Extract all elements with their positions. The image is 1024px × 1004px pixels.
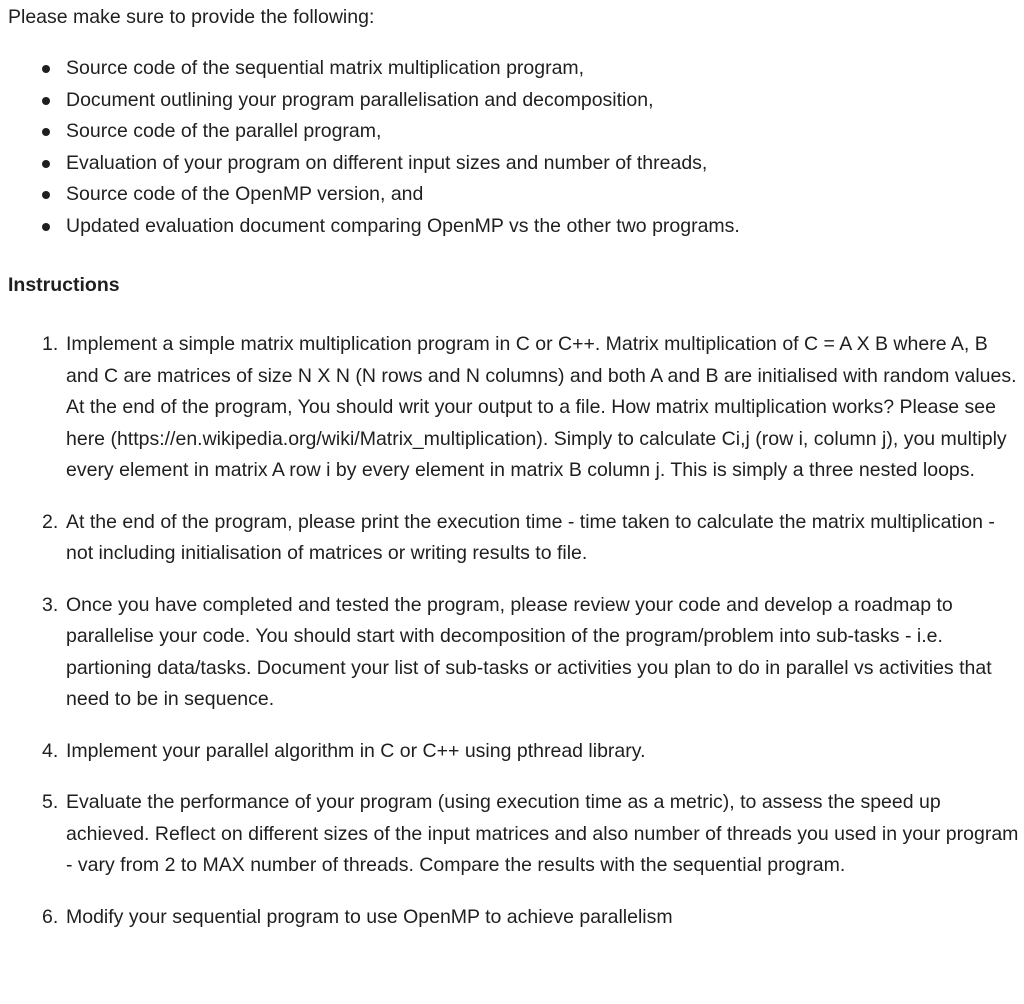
requirement-item bbox=[0, 53, 740, 85]
step-text: Implement a simple matrix multiplication program in C or C++. Matrix multiplication of C = A X B where A, B and C are matrices of size N X N (N rows and N columns) and both A and B are initialised with random values. At the end of the program, You should writ your output to a file. How matrix multiplication works? Please see here (https://en.wikipedia.org/wiki/Matrix_multiplication). Simply to calculate Ci,j (row i, column j), you multiply every element in matrix A row i by every element in matrix B column j. This is simply a three nested loops. bbox=[66, 333, 1017, 481]
instruction-step bbox=[0, 590, 1020, 716]
instructions-list bbox=[0, 329, 1020, 953]
instruction-step bbox=[0, 736, 1020, 768]
requirement-item bbox=[0, 148, 740, 180]
bullet-icon bbox=[42, 191, 50, 199]
requirement-item bbox=[0, 211, 740, 243]
requirement-text: Source code of the OpenMP version, and bbox=[66, 183, 424, 205]
step-text: At the end of the program, please print the execution time - time taken to calculate the matrix multiplication - not including initialisation of matrices or writing results to file. bbox=[66, 510, 995, 564]
requirements-list bbox=[0, 53, 740, 242]
step-text: Modify your sequential program to use OpenMP to achieve parallelism bbox=[66, 905, 673, 928]
step-number: 4. bbox=[42, 739, 59, 762]
requirement-text: Evaluation of your program on different input sizes and number of threads, bbox=[66, 151, 708, 174]
instruction-step bbox=[0, 329, 1020, 487]
step-number: 5. bbox=[42, 791, 59, 813]
requirement-item bbox=[0, 179, 740, 211]
instruction-step bbox=[0, 507, 1020, 570]
instruction-step bbox=[0, 902, 1020, 934]
bullet-icon bbox=[42, 128, 50, 136]
step-number: 3. bbox=[42, 593, 59, 616]
requirement-item bbox=[0, 116, 740, 148]
bullet-icon bbox=[42, 97, 50, 105]
step-text: Once you have completed and tested the program, please review your code and develop a roadmap to parallelise your code. You should start with decomposition of the program/problem into sub-tasks - i.e. partioning data/tasks. Document your list of sub-tasks or activities you plan to do in parallel vs activities that need to be in sequence. bbox=[66, 593, 992, 710]
requirement-text: Updated evaluation document comparing OpenMP vs the other two programs. bbox=[66, 214, 740, 237]
requirement-text: Source code of the sequential matrix multiplication program, bbox=[66, 57, 585, 79]
step-text: Implement your parallel algorithm in C or C++ using pthread library. bbox=[66, 739, 646, 762]
intro-text: Please make sure to provide the following: bbox=[8, 6, 375, 28]
bullet-icon bbox=[42, 160, 50, 168]
instructions-heading: Instructions bbox=[8, 274, 120, 296]
requirement-item bbox=[0, 85, 740, 117]
step-text: Evaluate the performance of your program (using execution time as a metric), to assess the speed up achieved. Reflect on different sizes of the input matrices and also number of threads you used in your program - vary from 2 to MAX number of threads. Compare the results with the sequential program. bbox=[66, 791, 1019, 876]
requirement-text: Source code of the parallel program, bbox=[66, 120, 382, 142]
bullet-icon bbox=[42, 223, 50, 231]
step-number: 6. bbox=[42, 905, 59, 928]
instruction-step bbox=[0, 787, 1020, 882]
bullet-icon bbox=[42, 65, 50, 73]
step-number: 2. bbox=[42, 510, 59, 533]
step-number: 1. bbox=[42, 333, 59, 355]
requirement-text: Document outlining your program parallelisation and decomposition, bbox=[66, 88, 654, 111]
